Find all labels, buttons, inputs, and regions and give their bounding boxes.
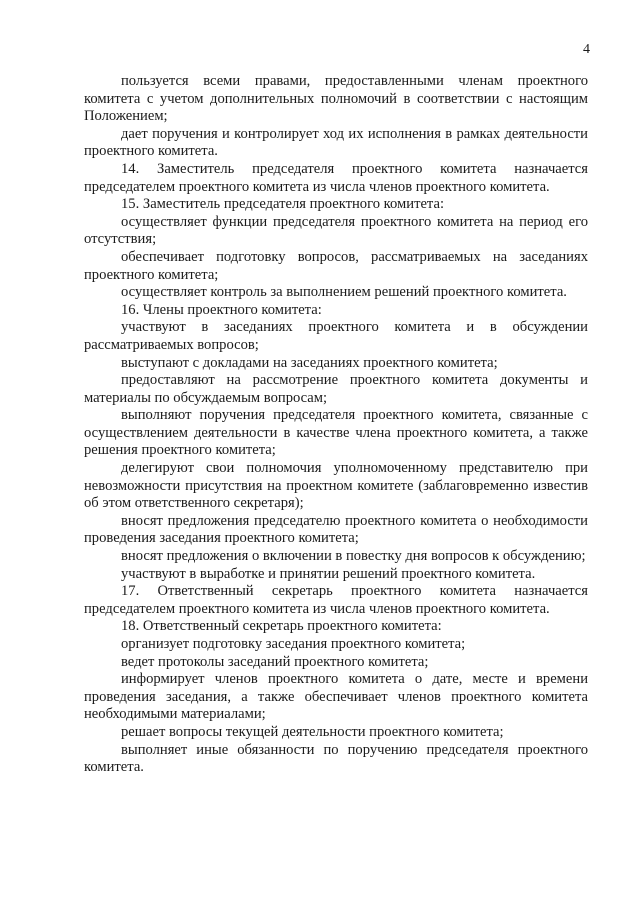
- paragraph: решает вопросы текущей деятельности проектного комитета;: [121, 723, 504, 740]
- paragraph: осуществляет функции председателя проектного комитета на период его отсутствия;: [84, 213, 588, 248]
- paragraph: выполняет иные обязанности по поручению председателя проектного комитета.: [84, 741, 588, 776]
- paragraph: предоставляют на рассмотрение проектного комитета документы и материалы по обсуждаемым вопросам;: [84, 372, 588, 406]
- paragraph: информирует членов проектного комитета о дате, месте и времени проведения заседания, а также обеспечивает членов проектного комитета необходимыми материалами;: [84, 671, 588, 723]
- document-body: [84, 73, 588, 777]
- paragraph: 14. Заместитель председателя проектного комитета назначается председателем проектного комитета из числа членов проектного комитета.: [84, 160, 588, 195]
- paragraph: вносят предложения председателю проектного комитета о необходимости проведения заседания проектного комитета;: [84, 512, 588, 547]
- section-heading: 18. Ответственный секретарь проектного комитета:: [121, 618, 442, 635]
- paragraph: обеспечивает подготовку вопросов, рассматриваемых на заседаниях проектного комитета;: [84, 248, 588, 283]
- paragraph: вносят предложения о включении в повестку дня вопросов к обсуждению;: [121, 548, 586, 565]
- page-number: 4: [583, 42, 590, 57]
- paragraph: пользуется всеми правами, предоставленными членам проектного комитета с учетом дополнительных полномочий в соответствии с настоящим Положением;: [84, 73, 588, 125]
- section-heading: 16. Члены проектного комитета:: [121, 301, 322, 318]
- paragraph: участвуют в выработке и принятии решений проектного комитета.: [121, 565, 536, 582]
- paragraph: организует подготовку заседания проектного комитета;: [121, 636, 466, 652]
- paragraph: 17. Ответственный секретарь проектного комитета назначается председателем проектного комитета из числа членов проектного комитета.: [84, 583, 588, 617]
- paragraph: участвуют в заседаниях проектного комитета и в обсуждении рассматриваемых вопросов;: [84, 319, 588, 353]
- section-heading: 15. Заместитель председателя проектного комитета:: [121, 196, 445, 213]
- paragraph: выполняют поручения председателя проектного комитета, связанные с осуществлением деятельности в качестве члена проектного комитета, а также решения проектного комитета;: [84, 407, 588, 459]
- paragraph: ведет протоколы заседаний проектного комитета;: [121, 653, 429, 670]
- paragraph: выступают с докладами на заседаниях проектного комитета;: [121, 354, 498, 371]
- paragraph: дает поручения и контролирует ход их исполнения в рамках деятельности проектного комитета.: [84, 125, 588, 160]
- paragraph: осуществляет контроль за выполнением решений проектного комитета.: [121, 284, 567, 301]
- paragraph: делегируют свои полномочия уполномоченному представителю при невозможности присутствия на проектном комитете (заблаговременно известив об этом ответственного секретаря);: [84, 460, 588, 512]
